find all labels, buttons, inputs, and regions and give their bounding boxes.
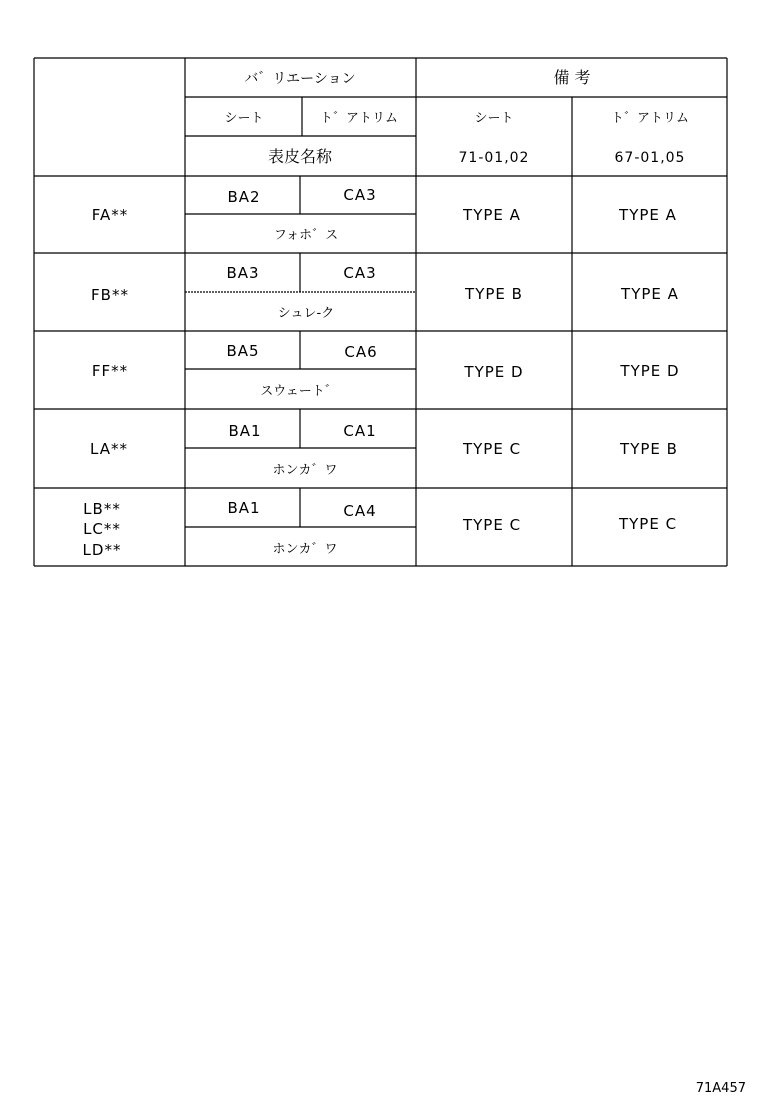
header-door-trim-code: 67-01,05 (614, 150, 686, 166)
seat-code: BA1 (228, 422, 262, 440)
header-remarks-door-trim: ト゛アトリム (610, 111, 690, 126)
door-trim-code: CA3 (343, 186, 377, 204)
model-code: FA** (91, 206, 129, 224)
table-row (83, 499, 678, 559)
remark-door-type: TYPE A (619, 206, 677, 224)
model-code: FB** (91, 286, 129, 304)
header-variation: バ゛リエーション (244, 71, 356, 87)
seat-code: BA3 (226, 264, 260, 282)
header-seat-code: 71-01,02 (458, 150, 530, 166)
door-trim-code: CA1 (343, 422, 377, 440)
remark-seat-type: TYPE C (462, 440, 522, 458)
model-code: FF** (91, 362, 129, 380)
model-code: LD** (82, 541, 122, 559)
material-name: スウェート゛ (260, 384, 338, 399)
seat-code: BA1 (227, 499, 261, 517)
remark-door-type: TYPE B (620, 440, 678, 458)
remark-door-type: TYPE D (620, 362, 680, 380)
header-door-trim: ト゛アトリム (319, 111, 399, 126)
door-trim-code: CA6 (344, 343, 378, 361)
remark-seat-type: TYPE B (465, 285, 523, 303)
seat-code: BA2 (227, 188, 261, 206)
figure-code: 71A457 (695, 1081, 746, 1096)
material-name: シュレ-ク (277, 306, 335, 321)
header-seat: シート (224, 111, 264, 126)
seat-code: BA5 (226, 342, 260, 360)
header-remarks-seat: シート (474, 111, 514, 126)
door-trim-code: CA4 (343, 502, 377, 520)
table-row (90, 422, 678, 478)
door-trim-code: CA3 (343, 264, 377, 282)
material-name: フォホ゛ス (273, 228, 339, 243)
model-code: LC** (83, 520, 121, 538)
model-code: LB** (83, 500, 121, 518)
material-name: ホンカ゛ワ (272, 463, 338, 478)
table-grid (34, 58, 727, 566)
material-name: ホンカ゛ワ (272, 542, 338, 557)
table-row (92, 342, 680, 399)
header-skin-name: 表皮名称 (267, 147, 333, 166)
model-code: LA** (90, 440, 128, 458)
remark-seat-type: TYPE D (464, 363, 524, 381)
remark-door-type: TYPE A (621, 285, 679, 303)
table-header (224, 68, 689, 166)
remark-door-type: TYPE C (618, 515, 678, 533)
remark-seat-type: TYPE A (463, 206, 521, 224)
remark-seat-type: TYPE C (462, 516, 522, 534)
header-remarks: 備 考 (553, 68, 591, 87)
